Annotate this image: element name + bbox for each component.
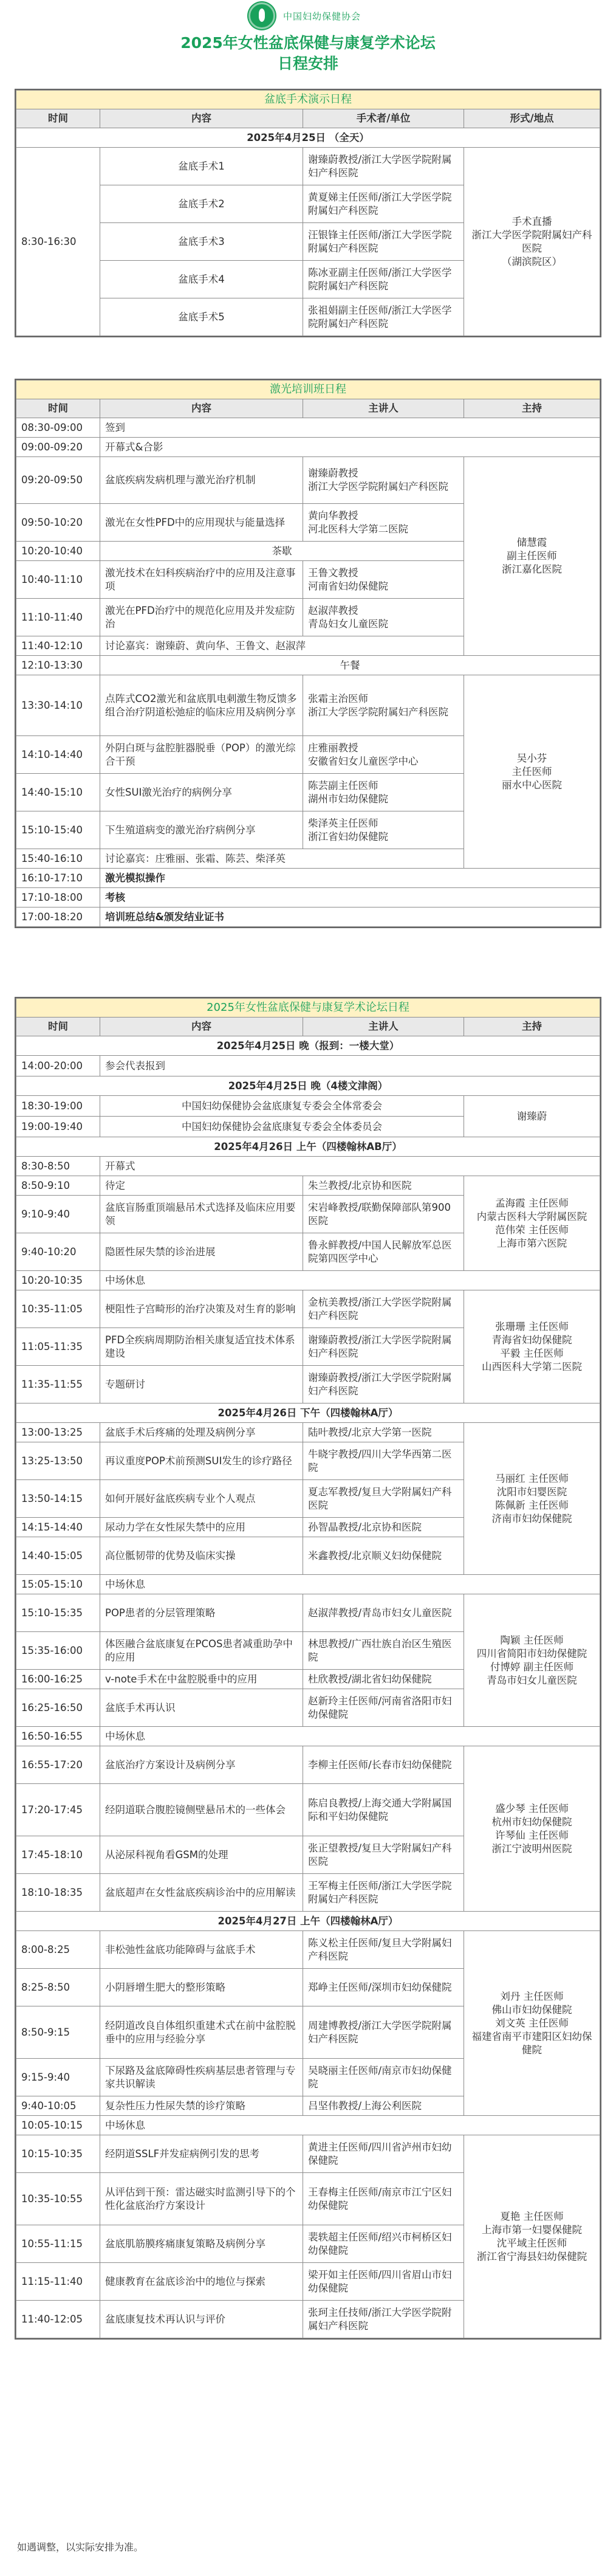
content-cell: 参会代表报到 (100, 1056, 600, 1076)
content-cell: 茶歇 (100, 542, 464, 561)
content-cell: 从评估到干预：雷达磁实时监测引导下的个性化盆底治疗方案设计 (100, 2173, 303, 2225)
moderator-cell: 马丽红 主任医师 沈阳市妇婴医院 陈佩新 主任医师 济南市妇幼保健院 (464, 1423, 600, 1575)
speaker-cell: 赵淑萍教授/青岛市妇女儿童医院 (303, 1594, 464, 1632)
content-cell: 激光在PFD治疗中的规范化应用及并发症防治 (100, 599, 303, 636)
speaker-cell: 黄夏娣主任医师/浙江大学医学院附属妇产科医院 (303, 185, 464, 223)
speaker-cell: 谢臻蔚教授/浙江大学医学院附属妇产科医院 (303, 148, 464, 185)
speaker-cell: 牛晓宇教授/四川大学华西第二医院 (303, 1442, 464, 1480)
speaker-cell: 郑峥主任医师/深圳市妇幼保健院 (303, 1969, 464, 2006)
speaker-cell: 鲁永鲜教授/中国人民解放军总医院第四医学中心 (303, 1233, 464, 1271)
speaker-cell: 谢臻蔚教授/浙江大学医学院附属妇产科医院 (303, 1328, 464, 1366)
speaker-cell: 张霜主治医师 浙江大学医学院附属妇产科医院 (303, 675, 464, 736)
speaker-cell: 吕坚伟教授/上海公利医院 (303, 2096, 464, 2116)
content-cell: 盆底手术1 (100, 148, 303, 185)
speaker-cell: 林思教授/广西壮族自治区生殖医院 (303, 1632, 464, 1670)
content-cell: 盆底手术再认识 (100, 1689, 303, 1727)
date-band: 2025年4月27日 上午（四楼翰林A厅） (16, 1912, 600, 1931)
speaker-cell: 夏志军教授/复旦大学附属妇产科医院 (303, 1480, 464, 1518)
speaker-cell: 裴轶超主任医师/绍兴市柯桥区妇幼保健院 (303, 2225, 464, 2263)
time-cell: 8:30-8:50 (16, 1157, 100, 1176)
content-cell: 盆底手术后疼痛的处理及病例分享 (100, 1423, 303, 1442)
date-band: 2025年4月26日 上午（四楼翰林AB厅） (16, 1137, 600, 1157)
date-band: 2025年4月26日 下午（四楼翰林A厅） (16, 1403, 600, 1423)
content-cell: 盆底盲肠重顶端悬吊术式选择及临床应用要领 (100, 1196, 303, 1233)
time-cell: 9:40-10:05 (16, 2096, 100, 2116)
content-cell: 中场休息 (100, 2116, 600, 2135)
moderator-cell: 刘丹 主任医师 佛山市妇幼保健院 刘文英 主任医师 福建省南平市建阳区妇幼保健院 (464, 1931, 600, 2116)
time-cell: 11:10-11:40 (16, 599, 100, 636)
content-cell: 讨论嘉宾：谢臻蔚、黄向华、王鲁文、赵淑萍 (100, 636, 464, 656)
time-cell: 13:30-14:10 (16, 675, 100, 736)
content-cell: 经阴道改良自体组织重建术式在前中盆腔脱垂中的应用与经验分享 (100, 2006, 303, 2059)
content-cell: 盆底手术4 (100, 261, 303, 298)
laser-training-schedule (15, 379, 601, 928)
speaker-cell: 黄向华教授 河北医科大学第二医院 (303, 504, 464, 542)
section-caption: 2025年女性盆底保健与康复学术论坛日程 (16, 999, 600, 1018)
time-cell: 10:05-10:15 (16, 2116, 100, 2135)
content-cell: 开幕式 (100, 1157, 600, 1176)
content-cell: 签到 (100, 418, 600, 438)
date-band: 2025年4月25日 晚（报到：一楼大堂） (16, 1036, 600, 1056)
moderator-cell: 谢臻蔚 (464, 1096, 600, 1137)
speaker-cell: 张珂主任技师/浙江大学医学院附属妇产科医院 (303, 2301, 464, 2338)
content-cell: 考核 (100, 888, 600, 907)
time-cell: 10:35-10:55 (16, 2173, 100, 2225)
time-cell: 09:00-09:20 (16, 438, 100, 457)
time-cell: 14:15-14:40 (16, 1518, 100, 1537)
content-cell: 盆底超声在女性盆底疾病诊治中的应用解读 (100, 1874, 303, 1912)
time-cell: 17:10-18:00 (16, 888, 100, 907)
speaker-cell: 谢臻蔚教授 浙江大学医学院附属妇产科医院 (303, 457, 464, 504)
column-header: 形式/地点 (464, 109, 600, 128)
content-cell: 中国妇幼保健协会盆底康复专委会全体委员会 (100, 1117, 464, 1137)
time-cell: 8:00-8:25 (16, 1931, 100, 1969)
time-cell: 12:10-13:30 (16, 656, 100, 675)
column-header: 主讲人 (303, 1018, 464, 1036)
venue-cell: 手术直播 浙江大学医学院附属妇产科医院 （湖滨院区） (464, 148, 600, 336)
time-cell: 17:20-17:45 (16, 1784, 100, 1836)
speaker-cell: 王鲁文教授 河南省妇幼保健院 (303, 561, 464, 599)
content-cell: 小阴唇增生肥大的整形策略 (100, 1969, 303, 2006)
association-logo-icon (248, 2, 275, 29)
content-cell: 经阴道SSLF并发症病例引发的思考 (100, 2135, 303, 2173)
column-header: 时间 (16, 399, 100, 418)
time-cell: 13:50-14:15 (16, 1480, 100, 1518)
speaker-cell: 王军梅主任医师/浙江大学医学院附属妇产科医院 (303, 1874, 464, 1912)
content-cell: 盆底治疗方案设计及病例分享 (100, 1746, 303, 1784)
column-header: 内容 (100, 109, 303, 128)
time-cell: 8:25-8:50 (16, 1969, 100, 2006)
content-cell: 盆底手术2 (100, 185, 303, 223)
speaker-cell: 杜欣教授/湖北省妇幼保健院 (303, 1670, 464, 1689)
time-cell: 17:00-18:20 (16, 907, 100, 927)
speaker-cell: 汪银锋主任医师/浙江大学医学院附属妇产科医院 (303, 223, 464, 261)
time-cell: 08:30-09:00 (16, 418, 100, 438)
time-cell: 10:20-10:40 (16, 542, 100, 561)
speaker-cell: 黄进主任医师/四川省泸州市妇幼保健院 (303, 2135, 464, 2173)
speaker-cell: 陈义松主任医师/复旦大学附属妇产科医院 (303, 1931, 464, 1969)
section-caption: 盆底手术演示日程 (16, 91, 600, 109)
content-cell: 如何开展好盆底疾病专业个人观点 (100, 1480, 303, 1518)
time-cell: 16:25-16:50 (16, 1689, 100, 1727)
time-cell: 10:35-11:05 (16, 1290, 100, 1328)
content-cell: 盆底手术3 (100, 223, 303, 261)
time-cell: 09:50-10:20 (16, 504, 100, 542)
content-cell: 尿动力学在女性尿失禁中的应用 (100, 1518, 303, 1537)
time-cell: 8:50-9:15 (16, 2006, 100, 2059)
content-cell: 从泌尿科视角看GSM的处理 (100, 1836, 303, 1874)
content-cell: 激光在女性PFD中的应用现状与能量选择 (100, 504, 303, 542)
time-cell: 10:40-11:10 (16, 561, 100, 599)
content-cell: 中场休息 (100, 1575, 600, 1594)
time-cell: 9:10-9:40 (16, 1196, 100, 1233)
time-cell: 14:10-14:40 (16, 736, 100, 774)
time-cell: 16:00-16:25 (16, 1670, 100, 1689)
time-cell: 14:00-20:00 (16, 1056, 100, 1076)
content-cell: 梗阻性子宫畸形的治疗决策及对生育的影响 (100, 1290, 303, 1328)
footer-note: 如遇调整，以实际安排为准。 (17, 2541, 144, 2553)
content-cell: 点阵式CO2激光和盆底肌电刺激生物反馈多组合治疗阴道松弛症的临床应用及病例分享 (100, 675, 303, 736)
content-cell: 盆底康复技术再认识与评价 (100, 2301, 303, 2338)
page-subtitle: 日程安排 (277, 55, 338, 72)
page-header (0, 0, 616, 74)
column-header: 手术者/单位 (303, 109, 464, 128)
content-cell: 隐匿性尿失禁的诊治进展 (100, 1233, 303, 1271)
content-cell: 非松弛性盆底功能障碍与盆底手术 (100, 1931, 303, 1969)
content-cell: PFD全疾病周期防治相关康复适宜技术体系建设 (100, 1328, 303, 1366)
speaker-cell: 陈冰亚副主任医师/浙江大学医学院附属妇产科医院 (303, 261, 464, 298)
content-cell: 下生殖道病变的激光治疗病例分享 (100, 811, 303, 849)
content-cell: 盆底手术5 (100, 298, 303, 336)
speaker-cell: 吴晓丽主任医师/南京市妇幼保健院 (303, 2059, 464, 2096)
content-cell: 下尿路及盆底障碍性疾病基层患者管理与专家共识解读 (100, 2059, 303, 2096)
time-cell: 16:55-17:20 (16, 1746, 100, 1784)
date-band: 2025年4月25日 晚（4楼文津阁） (16, 1076, 600, 1096)
speaker-cell: 李柳主任医师/长春市妇幼保健院 (303, 1746, 464, 1784)
content-cell: 专题研讨 (100, 1366, 303, 1403)
content-cell: 体医融合盆底康复在PCOS患者减重助孕中的应用 (100, 1632, 303, 1670)
speaker-cell: 王春梅主任医师/南京市江宁区妇幼保健院 (303, 2173, 464, 2225)
moderator-cell: 储慧霞 副主任医师 浙江嘉化医院 (464, 457, 600, 656)
time-cell: 9:15-9:40 (16, 2059, 100, 2096)
content-cell: 高位骶韧带的优势及临床实操 (100, 1537, 303, 1575)
section-caption: 激光培训班日程 (16, 381, 600, 399)
time-cell: 10:15-10:35 (16, 2135, 100, 2173)
time-cell: 09:20-09:50 (16, 457, 100, 504)
time-cell: 10:20-10:35 (16, 1271, 100, 1290)
time-cell: 9:40-10:20 (16, 1233, 100, 1271)
content-cell: 中国妇幼保健协会盆底康复专委会全体常委会 (100, 1096, 464, 1117)
speaker-cell: 金杭美教授/浙江大学医学院附属妇产科医院 (303, 1290, 464, 1328)
speaker-cell: 赵新玲主任医师/河南省洛阳市妇幼保健院 (303, 1689, 464, 1727)
moderator-cell: 张珊珊 主任医师 青海省妇幼保健院 平毅 主任医师 山西医科大学第二医院 (464, 1290, 600, 1403)
column-header: 主持 (464, 1018, 600, 1036)
time-cell: 11:15-11:40 (16, 2263, 100, 2301)
speaker-cell: 张正望教授/复旦大学附属妇产科医院 (303, 1836, 464, 1874)
speaker-cell: 谢臻蔚教授/浙江大学医学院附属妇产科医院 (303, 1366, 464, 1403)
content-cell: 午餐 (100, 656, 600, 675)
time-cell: 19:00-19:40 (16, 1117, 100, 1137)
time-cell: 13:00-13:25 (16, 1423, 100, 1442)
moderator-cell: 盛少琴 主任医师 杭州市妇幼保健院 许琴仙 主任医师 浙江宁波明州医院 (464, 1746, 600, 1912)
speaker-cell: 柴泽英主任医师 浙江省妇幼保健院 (303, 811, 464, 849)
speaker-cell: 宋岩峰教授/联勤保障部队第900医院 (303, 1196, 464, 1233)
time-cell: 15:10-15:40 (16, 811, 100, 849)
time-cell: 15:35-16:00 (16, 1632, 100, 1670)
time-cell: 18:10-18:35 (16, 1874, 100, 1912)
time-cell: 16:10-17:10 (16, 869, 100, 888)
speaker-cell: 米鑫教授/北京顺义妇幼保健院 (303, 1537, 464, 1575)
time-cell: 8:30-16:30 (16, 148, 100, 336)
content-cell: 盆底肌筋膜疼痛康复策略及病例分享 (100, 2225, 303, 2263)
content-cell: 讨论嘉宾：庄雅丽、张霜、陈芸、柴泽英 (100, 849, 464, 869)
time-cell: 11:35-11:55 (16, 1366, 100, 1403)
speaker-cell: 朱兰教授/北京协和医院 (303, 1176, 464, 1196)
time-cell: 16:50-16:55 (16, 1727, 100, 1746)
time-cell: 17:45-18:10 (16, 1836, 100, 1874)
time-cell: 15:05-15:10 (16, 1575, 100, 1594)
speaker-cell: 陈芸副主任医师 湖州市妇幼保健院 (303, 774, 464, 811)
page-title: 2025年女性盆底保健与康复学术论坛 (180, 34, 436, 52)
content-cell: 激光技术在妇科疾病治疗中的应用及注意事项 (100, 561, 303, 599)
speaker-cell: 陆叶教授/北京大学第一医院 (303, 1423, 464, 1442)
speaker-cell: 陈启良教授/上海交通大学附属国际和平妇幼保健院 (303, 1784, 464, 1836)
organization-name: 中国妇幼保健协会 (283, 11, 361, 22)
column-header: 主讲人 (303, 399, 464, 418)
speaker-cell: 张祖娟副主任医师/浙江大学医学院附属妇产科医院 (303, 298, 464, 336)
time-cell: 15:10-15:35 (16, 1594, 100, 1632)
time-cell: 14:40-15:05 (16, 1537, 100, 1575)
content-cell: 女性SUI激光治疗的病例分享 (100, 774, 303, 811)
content-cell: 激光模拟操作 (100, 869, 600, 888)
content-cell: 盆底疾病发病机理与激光治疗机制 (100, 457, 303, 504)
content-cell: 待定 (100, 1176, 303, 1196)
content-cell: 复杂性压力性尿失禁的诊疗策略 (100, 2096, 303, 2116)
speaker-cell: 梁开如主任医师/四川省眉山市妇幼保健院 (303, 2263, 464, 2301)
time-cell: 15:40-16:10 (16, 849, 100, 869)
speaker-cell: 庄雅丽教授 安徽省妇女儿童医学中心 (303, 736, 464, 774)
forum-schedule (15, 997, 601, 2340)
content-cell: 再议重度POP术前预测SUI发生的诊疗路径 (100, 1442, 303, 1480)
speaker-cell: 周建博教授/浙江大学医学院附属妇产科医院 (303, 2006, 464, 2059)
content-cell: v-note手术在中盆腔脱垂中的应用 (100, 1670, 303, 1689)
content-cell: 中场休息 (100, 1271, 600, 1290)
column-header: 内容 (100, 399, 303, 418)
time-cell: 11:40-12:10 (16, 636, 100, 656)
content-cell: 经阴道联合腹腔镜侧壁悬吊术的一些体会 (100, 1784, 303, 1836)
speaker-cell: 赵淑萍教授 青岛妇女儿童医院 (303, 599, 464, 636)
content-cell: 中场休息 (100, 1727, 600, 1746)
moderator-cell: 夏艳 主任医师 上海市第一妇婴保健院 沈平域主任医师 浙江省宁海县妇幼保健院 (464, 2135, 600, 2338)
time-cell: 18:30-19:00 (16, 1096, 100, 1117)
content-cell: 培训班总结&颁发结业证书 (100, 907, 600, 927)
content-cell: 外阴白斑与盆腔脏器脱垂（POP）的激光综合干预 (100, 736, 303, 774)
surgery-demo-schedule (15, 89, 601, 337)
column-header: 时间 (16, 1018, 100, 1036)
time-cell: 13:25-13:50 (16, 1442, 100, 1480)
content-cell: 健康教育在盆底诊治中的地位与探索 (100, 2263, 303, 2301)
content-cell: POP患者的分层管理策略 (100, 1594, 303, 1632)
content-cell: 开幕式&合影 (100, 438, 600, 457)
column-header: 内容 (100, 1018, 303, 1036)
time-cell: 10:55-11:15 (16, 2225, 100, 2263)
moderator-cell: 陶颖 主任医师 四川省简阳市妇幼保健院 付博婷 副主任医师 青岛市妇女儿童医院 (464, 1594, 600, 1727)
date-band: 2025年4月25日 （全天） (16, 128, 600, 148)
time-cell: 14:40-15:10 (16, 774, 100, 811)
time-cell: 11:05-11:35 (16, 1328, 100, 1366)
column-header: 主持 (464, 399, 600, 418)
moderator-cell: 吴小芬 主任医师 丽水中心医院 (464, 675, 600, 869)
speaker-cell: 孙智晶教授/北京协和医院 (303, 1518, 464, 1537)
time-cell: 8:50-9:10 (16, 1176, 100, 1196)
time-cell: 11:40-12:05 (16, 2301, 100, 2338)
column-header: 时间 (16, 109, 100, 128)
moderator-cell: 孟海霞 主任医师 内蒙古医科大学附属医院 范伟荣 主任医师 上海市第六医院 (464, 1176, 600, 1271)
